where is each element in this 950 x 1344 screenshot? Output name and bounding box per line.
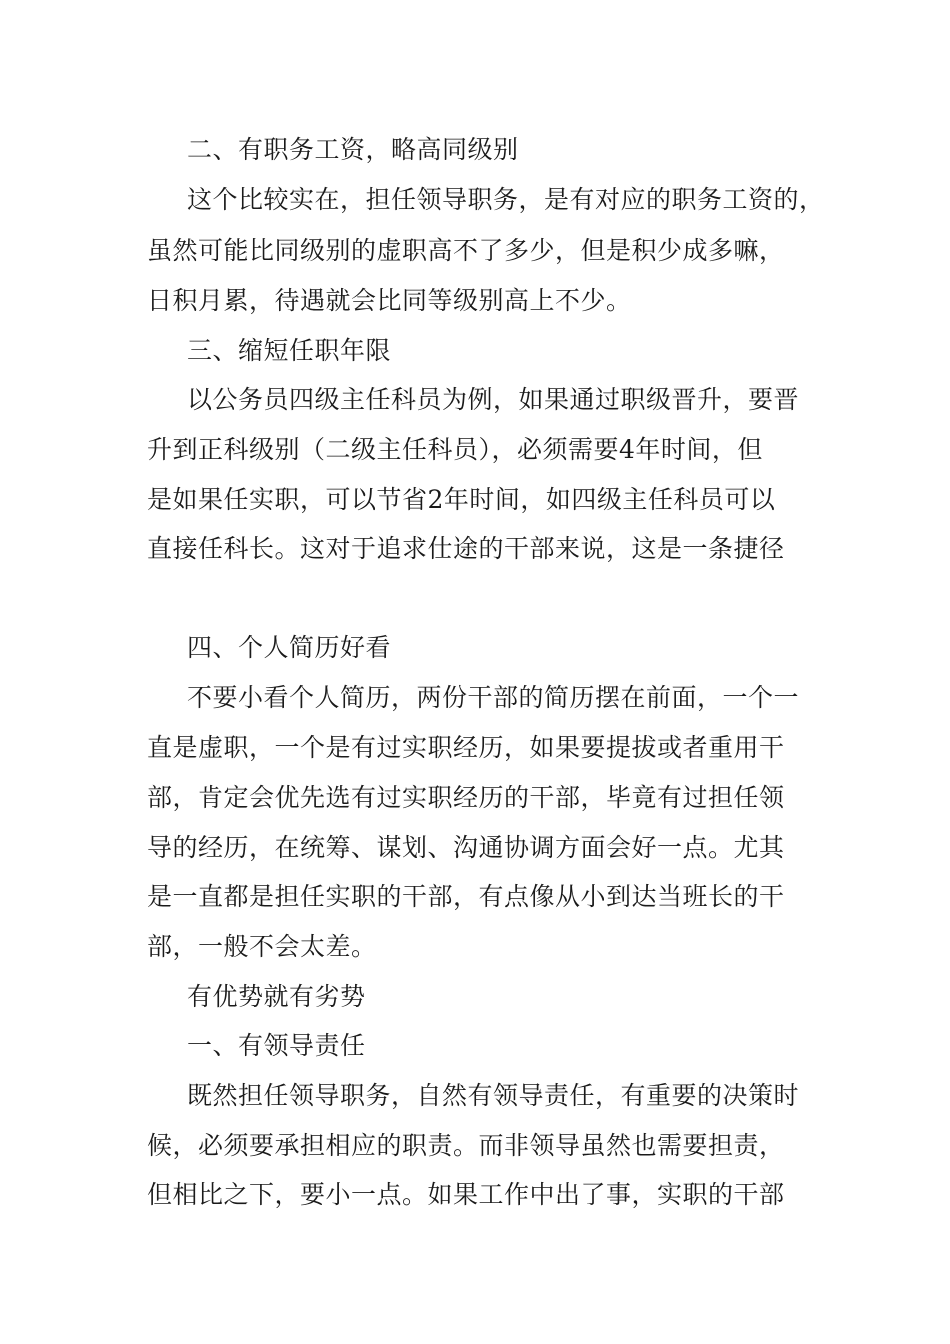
paragraph-line: 部，一般不会太差。 [147,932,377,961]
paragraph-line: 候，必须要承担相应的职责。而非领导虽然也需要担责， [147,1131,785,1160]
paragraph-line: 虽然可能比同级别的虚职高不了多少，但是积少成多嘛， [147,236,785,265]
paragraph-line: 这个比较实在，担任领导职务，是有对应的职务工资的， [187,185,825,214]
paragraph-line: 直是虚职，一个是有过实职经历，如果要提拔或者重用干 [147,733,785,762]
heading-four-resume: 四、个人简历好看 [187,633,392,662]
paragraph-line: 以公务员四级主任科员为例，如果通过职级晋升，要晋 [187,385,800,414]
paragraph-line: 既然担任领导职务，自然有领导责任，有重要的决策时 [187,1081,800,1110]
paragraph-line: 是一直都是担任实职的干部，有点像从小到达当班长的干 [147,882,785,911]
heading-disadvantages: 有优势就有劣势 [187,982,366,1011]
paragraph-line: 日积月累，待遇就会比同等级别高上不少。 [147,286,632,315]
paragraph-line: 导的经历，在统筹、谋划、沟通协调方面会好一点。尤其 [147,833,785,862]
paragraph-line: 部，肯定会优先选有过实职经历的干部，毕竟有过担任领 [147,783,785,812]
paragraph-line: 升到正科级别（二级主任科员），必须需要4年时间，但 [147,435,763,464]
paragraph-line: 是如果任实职，可以节省2年时间，如四级主任科员可以 [147,485,776,514]
heading-three-shorten: 三、缩短任职年限 [187,336,392,365]
paragraph-line: 不要小看个人简历，两份干部的简历摆在前面，一个一 [187,683,800,712]
heading-one-responsibility: 一、有领导责任 [187,1031,366,1060]
paragraph-line: 直接任科长。这对于追求仕途的干部来说，这是一条捷径 [147,534,785,563]
heading-two-salary: 二、有职务工资，略高同级别 [187,135,519,164]
paragraph-line: 但相比之下，要小一点。如果工作中出了事，实职的干部 [147,1180,785,1209]
